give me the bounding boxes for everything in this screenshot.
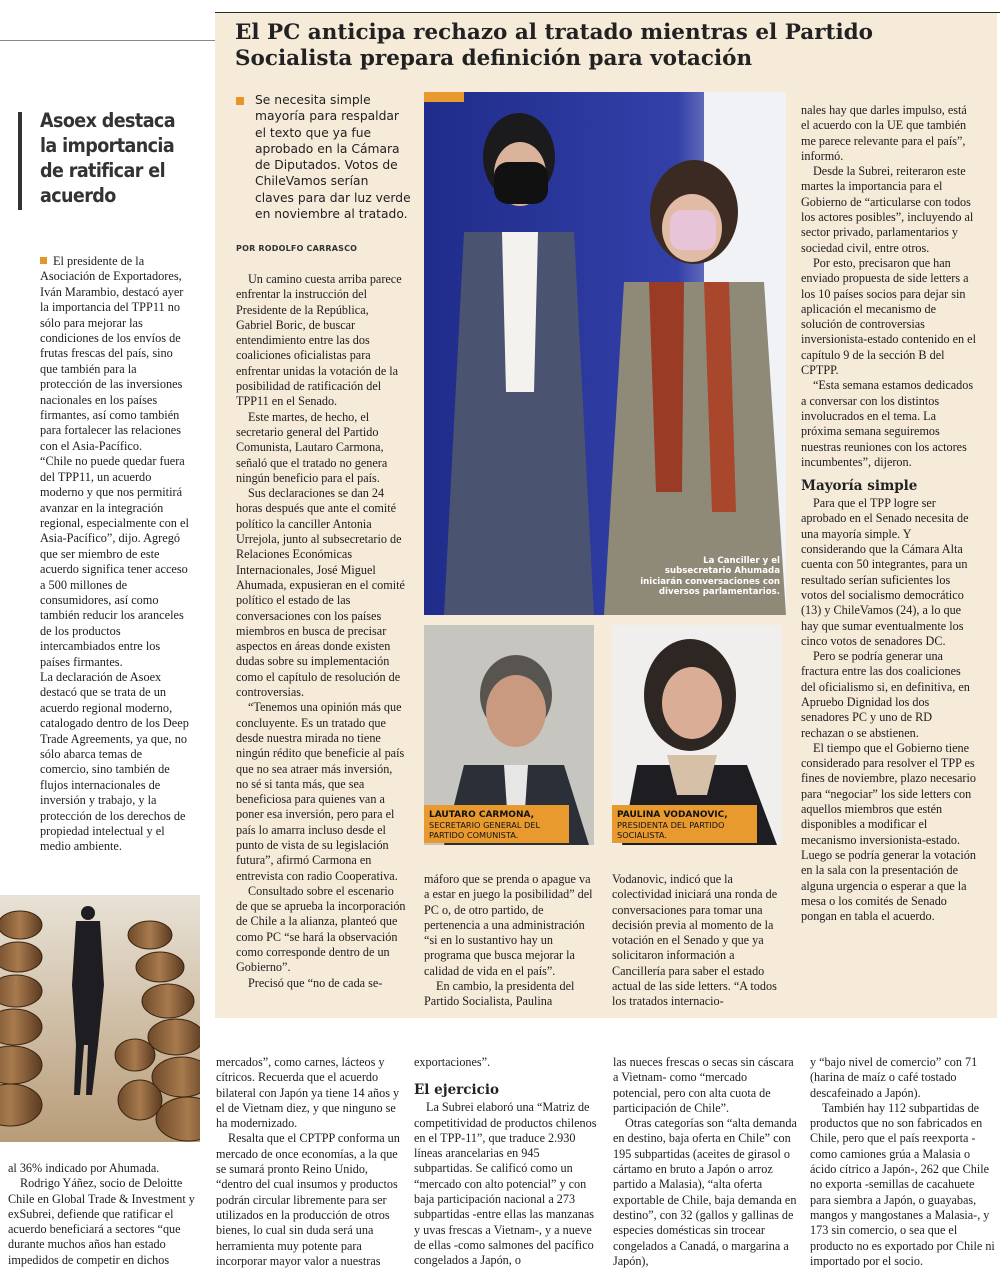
portrait-label bbox=[612, 805, 757, 843]
sidebar-title bbox=[40, 108, 190, 208]
paragraph: Consultado sobre el escenario de que se aprueba la incorporación de Chile a la alianza, planteó que como PC “se hará la observación como corresponde dentro de un Gobierno”. bbox=[236, 883, 406, 975]
bottom-side-column bbox=[8, 1161, 204, 1268]
paragraph: Por esto, precisaron que han enviado propuesta de side letters a los 10 países socios para dejar sin aplicación el mecanismo de solución de controversias inversionista-estado contenido en el capítulo 9 de la sección B del CPTPP. bbox=[801, 255, 976, 378]
wine-barrels-photo bbox=[0, 895, 200, 1142]
standfirst bbox=[236, 92, 411, 222]
paragraph: También hay 112 subpartidas de productos que no son fabricados en Chile, pero que el país reexporta -como camiones grúa a Malasia o ácido cítrico a Japón-, 262 que Chile no exporta -semillas de cacahuete para siembra a Japón, o guayabas, mangos y mangostanes a Malasia-, y 173 sin comercio, o sea que el producto no es exportado por Chile ni importado por el socio. bbox=[810, 1100, 995, 1268]
article-column-2 bbox=[424, 872, 597, 1010]
paragraph: exportaciones”. bbox=[414, 1055, 491, 1069]
bottom-column-4 bbox=[810, 1055, 996, 1269]
sidebar-accent-bar bbox=[18, 112, 22, 210]
article-column-1 bbox=[236, 272, 406, 991]
paragraph: Un camino cuesta arriba parece enfrentar la instrucción del Presidente de la República, Gabriel Boric, de buscar entendimiento entre las dos coaliciones oficialistas para enfrentar unidas la votación de la posibilidad de ratificación del TPP11 en el Senado. bbox=[236, 272, 402, 409]
paragraph: las nueces frescas o secas sin cáscara a Vietnam- como “mercado potencial, pero con alta cuota de participación de Chile”. bbox=[613, 1055, 794, 1115]
main-photo-canciller-subsecretario bbox=[424, 92, 786, 615]
sidebar-title-line: la importancia bbox=[40, 134, 175, 157]
paragraph: Rodrigo Yáñez, socio de Deloitte Chile en Global Trade & Investment y exSubrei, defiende que ratificar el acuerdo beneficiará a sectores “que durante muchos años han estado impedidos de competir en dichos bbox=[8, 1176, 195, 1267]
headline-line-1: El PC anticipa rechazo al tratado mientras el Partido bbox=[235, 20, 874, 45]
paragraph: Para que el TPP logre ser aprobado en el Senado necesita de una mayoría simple. Y considerando que la Cámara Alta cuenta con 50 integrantes, para un resultado serían suficientes los votos del socialismo democrático (13) y ChileVamos (24), a lo que hay que sumar eventualmente los cinco votos de senadores DC. bbox=[801, 496, 969, 648]
portrait-lautaro-carmona bbox=[424, 625, 594, 845]
paragraph: Resalta que el CPTPP conforma un mercado de once economías, a la que se sumará pronto Reino Unido, “dentro del cual insumos y productos podrán circular libremente para ser utilizados en la producción de otros bienes, lo cual sin duda será una herramienta muy potente para incorporar mayor valor a nuestras bbox=[216, 1131, 400, 1268]
paragraph: Desde la Subrei, reiteraron este martes la importancia para el Gobierno de “articularse con todos los actores posibles”, incluyendo al sector privado, parlamentarios y sociedad civil, entre otros. bbox=[801, 164, 974, 255]
sidebar-title-line: acuerdo bbox=[40, 184, 116, 207]
paragraph: máforo que se prenda o apague va a estar en juego la posibilidad” del PC o, de otro partido, de pertenencia a una administración “si en lo sustantivo hay un programa que busca mejorar la calidad de vida en el país”. bbox=[424, 872, 593, 978]
sidebar-title-line: Asoex destaca bbox=[40, 109, 175, 132]
photo-caption: La Canciller y el subsecretario Ahumada iniciarán conversaciones con diversos parlamentarios. bbox=[640, 556, 780, 597]
paragraph: al 36% indicado por Ahumada. bbox=[8, 1161, 160, 1175]
portrait-paulina-vodanovic bbox=[612, 625, 782, 845]
paragraph: En cambio, la presidenta del Partido Socialista, Paulina bbox=[424, 979, 575, 1009]
bottom-column-2 bbox=[414, 1055, 599, 1269]
paragraph: Otras categorías son “alta demanda en destino, baja oferta en Chile” con 195 subpartidas (aceites de girasol o cártamo en bruto a Japón o arroz partido a Malasia), “alta oferta exportable de Chile, baja demanda en destino”, con 32 (gallos y gallinas de especies domésticas sin trocear congelados a Canadá, o margarina a Japón), bbox=[613, 1116, 797, 1268]
portrait-name: PAULINA VODANOVIC, bbox=[617, 810, 728, 820]
article-column-3 bbox=[612, 872, 787, 1010]
sidebar-title-line: de ratificar el bbox=[40, 159, 165, 182]
standfirst-bullet-icon bbox=[236, 97, 244, 105]
paragraph: nales hay que darles impulso, está el acuerdo con la UE que también me parece relevante para el país”, informó. bbox=[801, 103, 967, 163]
paragraph: Pero se podría generar una fractura entre las dos coaliciones del oficialismo si, en definitiva, en Apruebo Dignidad los dos senadores PC y uno de RD rechazan o se abstienen. bbox=[801, 649, 970, 740]
portrait-role: PRESIDENTA DEL PARTIDO SOCIALISTA. bbox=[617, 820, 725, 840]
paragraph: El tiempo que el Gobierno tiene considerado para resolver el TPP es fines de noviembre, plazo necesario para “negociar” los side letters con aquellos miembros que estén disponibles a modificar el mecanismo inversionista-estado. Luego se podría generar la votación en la sala con la presentación de alguna urgencia o esperar a que la mesa o los comités de Senado pongan en tabla el acuerdo. bbox=[801, 740, 976, 924]
paragraph: “Esta semana estamos dedicados a conversar con los distintos involucrados en el tema. La próxima semana seguiremos nuestras reuniones con los actores incumbentes”, dijeron. bbox=[801, 378, 974, 469]
left-top-rule bbox=[0, 40, 215, 41]
bottom-column-3 bbox=[613, 1055, 797, 1269]
paragraph: “Tenemos una opinión más que concluyente. Es un tratado que desde nuestra mirada no tiene ningún rédito que beneficie al país que no sea atraer más inversión, no sé si tanta más, que sea beneficiosa para quienes van a poner esa inversión, pero para el país lo amarra incluso desde el punto de vista de su legislación futura”, afirmó Carmona en entrevista con radio Cooperativa. bbox=[236, 700, 405, 883]
sidebar-paragraph: “Chile no puede quedar fuera del TPP11, un acuerdo moderno y que nos permitirá avanzar en la integración regional, especialmente con el Asia-Pacífico”, dijo. Agregó que ser miembro de este acuerdo significa tener acceso a 500 millones de consumidores, así como también reducir los aranceles de los productos intercambiados entre los países firmantes. bbox=[40, 454, 189, 669]
subhead-el-ejercicio: El ejercicio bbox=[414, 1082, 499, 1099]
subhead-mayoria-simple: Mayoría simple bbox=[801, 478, 918, 495]
article-column-4 bbox=[801, 103, 976, 924]
portrait-label bbox=[424, 805, 569, 843]
bullet-square-icon bbox=[40, 257, 47, 264]
standfirst-text: Se necesita simple mayoría para respaldar el texto que ya fue aprobado en la Cámara de Diputados. Votos de ChileVamos serían claves para dar luz verde en noviembre al tratado. bbox=[255, 93, 411, 222]
bottom-column-1 bbox=[216, 1055, 400, 1269]
portrait-name: LAUTARO CARMONA, bbox=[429, 810, 535, 820]
sidebar-body bbox=[40, 254, 190, 855]
paragraph: mercados”, como carnes, lácteos y cítricos. Recuerda que el acuerdo bilateral con Japón ya tiene 14 años y el de Vietnam diez, y que ninguno se ha modernizado. bbox=[216, 1055, 400, 1131]
paragraph: Vodanovic, indicó que la colectividad iniciará una ronda de conversaciones para tomar una decisión previa al momento de la votación en el Senado y que ya solicitaron información a Cancillería para saber el estado actual de las side letters. “A todos los tratados internacio- bbox=[612, 872, 778, 1009]
paragraph: Sus declaraciones se dan 24 horas después que ante el comité político la canciller Antonia Urrejola, junto al subsecretario de Relaciones Económicas Internacionales, José Miguel Ahumada, expusieran en el comité político el estado de las conversaciones con los países miembros en busca de precisar aspectos en áreas donde existen dudas sobre su implementación como el capítulo de resolución de controversias. bbox=[236, 486, 405, 700]
paragraph: Este martes, de hecho, el secretario general del Partido Comunista, Lautaro Carmona, señaló que el tratado no genera ningún beneficio para el país. bbox=[236, 409, 388, 485]
sidebar-paragraph: La declaración de Asoex destacó que se trata de un acuerdo regional moderno, catalogado dentro de los Deep Trade Agreements, ya que, no sólo abarca temas de comercio, sino también de flujos internacionales de inversión y trabajo, y la protección de los derechos de propiedad intelectual y el medio ambiente. bbox=[40, 669, 189, 854]
paragraph: La Subrei elaboró una “Matriz de competitividad de productos chilenos en el TPP-11”, que traduce 2.930 líneas arancelarias en 945 subpartidas. Se calificó como un “mercado con alto potencial” y con baja participación nacional a 273 subpartidas -entre ellas las manzanas y uvas frescas a Vietnam-, y a nueve de ellas -como salmones del pacífico congelados a Japón, o bbox=[414, 1100, 597, 1268]
paragraph: y “bajo nivel de comercio” con 71 (harina de maíz o café tostado descafeinado a Japón). bbox=[810, 1055, 978, 1100]
byline: POR RODOLFO CARRASCO bbox=[236, 244, 358, 253]
headline-line-2: Socialista prepara definición para votación bbox=[235, 46, 753, 71]
sidebar-paragraph: El presidente de la Asociación de Exportadores, Iván Marambio, destacó ayer la importancia del TPP11 no sólo para mejorar las condiciones de los envíos de frutas frescas del país, sino que también para la protección de las inversiones nacionales en los países firmantes, así como también para fortalecer las relaciones con el Asia-Pacífico. bbox=[40, 254, 184, 453]
portrait-role: SECRETARIO GENERAL DEL PARTIDO COMUNISTA. bbox=[429, 820, 541, 840]
headline bbox=[235, 20, 975, 72]
paragraph: Precisó que “no de cada se- bbox=[248, 975, 383, 990]
